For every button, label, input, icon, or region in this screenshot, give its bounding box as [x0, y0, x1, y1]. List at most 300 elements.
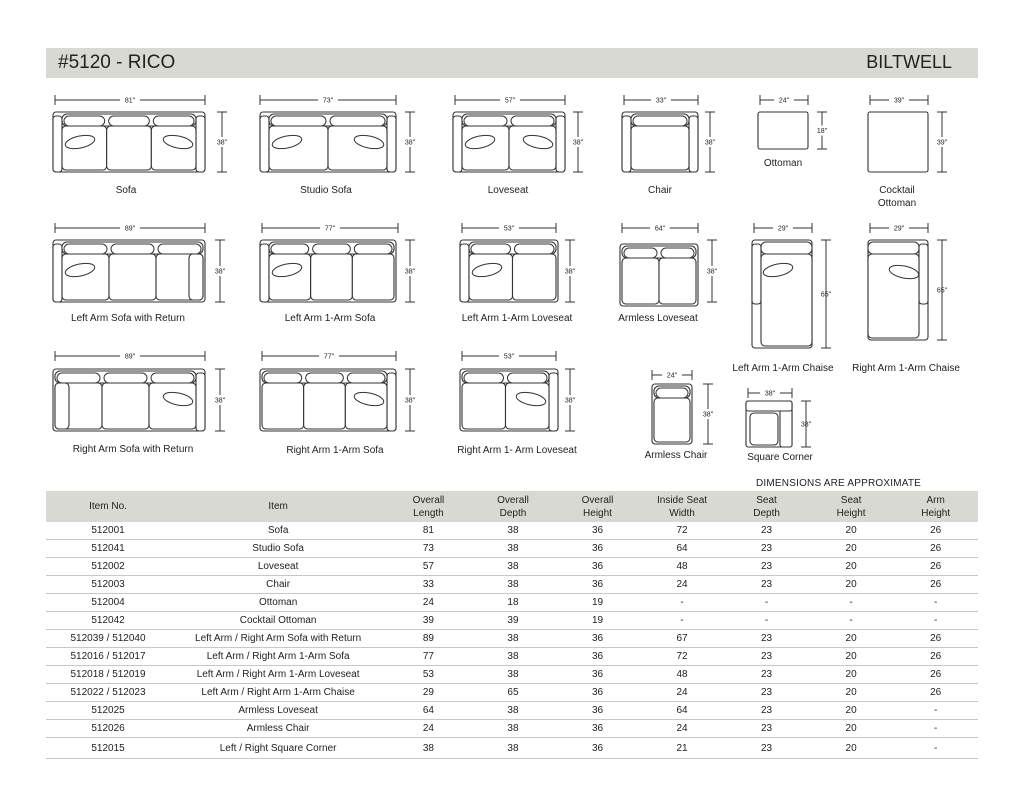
column-header-line2: Height: [583, 507, 612, 519]
depth-dimension-label: 38": [216, 139, 228, 147]
left-arm-chaise-diagram: [732, 223, 834, 374]
right-arm-chaise-diagram: [852, 223, 960, 374]
table-cell: 26: [893, 576, 978, 594]
table-row: [46, 666, 978, 684]
table-cell: 24: [640, 720, 725, 738]
table-cell: 19: [555, 594, 640, 612]
table-cell: 73: [386, 540, 471, 558]
depth-dimension-label: 18": [816, 128, 828, 135]
column-header-line1: Arm: [926, 494, 945, 506]
dimensions-table: [46, 491, 978, 759]
table-cell: 512001: [46, 522, 170, 540]
column-header-line1: Item: [268, 501, 288, 512]
seat-cushion: [109, 254, 156, 300]
width-dimension-label: 29": [893, 225, 905, 233]
table-cell: 26: [893, 684, 978, 702]
table-cell: 67: [640, 630, 725, 648]
table-cell: -: [893, 702, 978, 720]
seat-cushion: [311, 254, 353, 300]
seat-cushion: [506, 383, 550, 429]
back-pillow: [264, 373, 302, 383]
table-cell: -: [893, 738, 978, 759]
table-cell: Cocktail Ottoman: [170, 612, 386, 630]
piece-label: Right Arm Sofa with Return: [72, 444, 194, 455]
table-body: [46, 522, 978, 759]
table-cell: 36: [555, 522, 640, 540]
table-cell: 18: [471, 594, 556, 612]
table-cell: Left Arm / Right Arm Sofa with Return: [170, 630, 386, 648]
square-corner-diagram: [746, 388, 813, 463]
table-cell: 23: [724, 558, 809, 576]
back-pillow: [471, 244, 511, 254]
arm-left: [260, 244, 269, 302]
column-header: [640, 491, 725, 522]
corner-back-top: [746, 401, 792, 411]
table-cell: 26: [893, 558, 978, 576]
column-header-line1: Seat: [756, 494, 777, 506]
depth-dimension-label: 65": [820, 291, 832, 299]
depth-dimension-label: 39": [936, 139, 948, 147]
left-arm-1-arm-loveseat-diagram: [460, 223, 579, 324]
width-dimension-label: 53": [503, 353, 515, 361]
piece-label: Sofa: [115, 185, 137, 196]
seat-cushion: [513, 254, 557, 300]
table-cell: 77: [386, 648, 471, 666]
table-cell: 36: [555, 576, 640, 594]
table-row: [46, 558, 978, 576]
seat-cushion: [304, 383, 346, 429]
table-cell: 38: [471, 738, 556, 759]
table-cell: 24: [640, 576, 725, 594]
table-cell: 36: [555, 558, 640, 576]
table-cell: 20: [809, 576, 894, 594]
table-cell: Armless Chair: [170, 720, 386, 738]
seat-cushion: [469, 254, 513, 300]
piece-label: Ottoman: [763, 158, 803, 169]
width-dimension-label: 29": [777, 225, 789, 233]
table-cell: 38: [471, 648, 556, 666]
table-cell: 20: [809, 666, 894, 684]
table-cell: 512042: [46, 612, 170, 630]
arm-right: [919, 244, 928, 304]
depth-dimension-label: 38": [702, 411, 714, 419]
depth-dimension-label: 38": [564, 268, 576, 276]
table-cell: 36: [555, 702, 640, 720]
depth-dimension-label: 38": [800, 421, 812, 429]
return-cushion: [55, 383, 69, 429]
table-cell: -: [893, 612, 978, 630]
page-title: #5120 - RICO: [58, 52, 176, 73]
table-cell: 23: [724, 666, 809, 684]
table-cell: 81: [386, 522, 471, 540]
back-pillow: [511, 116, 554, 126]
column-header: [471, 491, 556, 522]
table-cell: 38: [471, 540, 556, 558]
column-header: [893, 491, 978, 522]
table-cell: 20: [809, 522, 894, 540]
column-header: [46, 491, 170, 522]
seat-cushion: [102, 383, 149, 429]
seat-cushion: [622, 258, 659, 304]
table-cell: 19: [555, 612, 640, 630]
piece-label: Square Corner: [747, 452, 813, 463]
table-row: [46, 684, 978, 702]
back-pillow: [656, 388, 688, 398]
table-cell: 29: [386, 684, 471, 702]
table-cell: 23: [724, 522, 809, 540]
table-cell: Ottoman: [170, 594, 386, 612]
back-pillow: [330, 116, 385, 126]
arm-left: [752, 244, 761, 304]
table-row: [46, 630, 978, 648]
chair-diagram: [622, 95, 719, 196]
left-arm-sofa-return-diagram: [53, 223, 229, 324]
seat-cushion: [352, 254, 394, 300]
table-row: [46, 720, 978, 738]
table-cell: Loveseat: [170, 558, 386, 576]
table-row: [46, 522, 978, 540]
width-dimension-label: 57": [504, 97, 516, 105]
column-header-line2: Depth: [753, 507, 780, 519]
back-pillow: [306, 373, 344, 383]
width-dimension-label: 53": [503, 225, 515, 233]
table-cell: 26: [893, 630, 978, 648]
depth-dimension-label: 38": [564, 397, 576, 405]
depth-dimension-label: 38": [404, 268, 416, 276]
back-pillow: [347, 373, 385, 383]
table-cell: 512004: [46, 594, 170, 612]
table-cell: 36: [555, 720, 640, 738]
arm-left: [622, 116, 631, 172]
depth-dimension-label: 38": [404, 139, 416, 147]
table-cell: 512003: [46, 576, 170, 594]
table-cell: 36: [555, 630, 640, 648]
depth-dimension-label: 38": [214, 268, 226, 276]
table-cell: Armless Loveseat: [170, 702, 386, 720]
table-cell: 20: [809, 738, 894, 759]
table-cell: 36: [555, 540, 640, 558]
table-cell: 512041: [46, 540, 170, 558]
table-cell: Left Arm / Right Arm 1-Arm Loveseat: [170, 666, 386, 684]
table-cell: 20: [809, 648, 894, 666]
table-cell: 64: [386, 702, 471, 720]
table-cell: 36: [555, 666, 640, 684]
table-cell: 39: [386, 612, 471, 630]
column-header-line2: Height: [836, 507, 866, 519]
table-cell: 38: [471, 666, 556, 684]
table-row: [46, 738, 978, 759]
back-pillow: [661, 248, 694, 258]
table-cell: 512018 / 512019: [46, 666, 170, 684]
depth-dimension-label: 65": [936, 287, 948, 295]
table-cell: 23: [724, 684, 809, 702]
arm-left: [53, 116, 62, 172]
back-pillow: [464, 116, 507, 126]
seat-cushion: [654, 398, 690, 442]
width-dimension-label: 64": [654, 225, 666, 233]
column-header-line2: Width: [669, 507, 695, 519]
table-cell: 39: [471, 612, 556, 630]
seat-cushion: [750, 413, 778, 445]
table-cell: 36: [555, 738, 640, 759]
table-cell: 20: [809, 702, 894, 720]
table-cell: 21: [640, 738, 725, 759]
table-cell: 38: [471, 576, 556, 594]
back-pillow: [271, 244, 309, 254]
seat-cushion: [269, 254, 311, 300]
width-dimension-label: 24": [666, 372, 678, 380]
table-cell: 38: [471, 720, 556, 738]
table-cell: -: [640, 612, 725, 630]
table-cell: 36: [555, 648, 640, 666]
table-cell: Left Arm / Right Arm 1-Arm Sofa: [170, 648, 386, 666]
table-cell: 23: [724, 630, 809, 648]
ottoman-outline: [868, 112, 928, 172]
dimensions-note: DIMENSIONS ARE APPROXIMATE: [756, 478, 922, 489]
table-cell: 512015: [46, 738, 170, 759]
arm-left: [53, 244, 62, 302]
width-dimension-label: 73": [322, 97, 334, 105]
arm-left: [260, 116, 269, 172]
ottoman-diagram: [758, 95, 831, 169]
seat-cushion: [631, 126, 689, 170]
table-cell: 20: [809, 720, 894, 738]
table-cell: 48: [640, 558, 725, 576]
table-cell: 23: [724, 648, 809, 666]
piece-label: Studio Sofa: [300, 185, 352, 196]
column-header-line1: Overall: [497, 494, 529, 506]
table-cell: -: [724, 594, 809, 612]
table-cell: 72: [640, 522, 725, 540]
table-cell: 89: [386, 630, 471, 648]
back-pillow: [57, 373, 100, 383]
piece-label: Armless Chair: [644, 450, 708, 461]
seat-cushion: [149, 383, 196, 429]
table-cell: 72: [640, 648, 725, 666]
back-pillow: [64, 244, 107, 254]
table-cell: 23: [724, 576, 809, 594]
back-pillow: [104, 373, 147, 383]
table-cell: 24: [386, 720, 471, 738]
table-cell: 24: [640, 684, 725, 702]
table-cell: 53: [386, 666, 471, 684]
table-cell: 23: [724, 738, 809, 759]
piece-label: Right Arm 1-Arm Sofa: [286, 445, 384, 456]
table-cell: 24: [386, 594, 471, 612]
piece-label: Loveseat: [487, 185, 529, 196]
seat-cushion: [659, 258, 696, 304]
depth-dimension-label: 38": [706, 268, 718, 276]
column-header: [724, 491, 809, 522]
width-dimension-label: 38": [764, 390, 776, 398]
arm-left: [453, 116, 462, 172]
back-pillow: [109, 116, 150, 126]
column-header: [555, 491, 640, 522]
table-cell: -: [809, 594, 894, 612]
left-arm-1-arm-sofa-diagram: [260, 223, 419, 324]
piece-label: Left Arm 1-Arm Loveseat: [461, 313, 573, 324]
table-cell: Studio Sofa: [170, 540, 386, 558]
arm-right: [196, 373, 205, 431]
back-pillow: [508, 373, 548, 383]
table-cell: 512022 / 512023: [46, 684, 170, 702]
right-arm-sofa-return-diagram: [53, 351, 229, 455]
seat-cushion: [345, 383, 387, 429]
piece-label-line2: Ottoman: [877, 198, 917, 209]
width-dimension-label: 89": [124, 225, 136, 233]
table-cell: 57: [386, 558, 471, 576]
table-cell: 26: [893, 648, 978, 666]
depth-dimension-label: 38": [572, 139, 584, 147]
arm-right: [549, 373, 558, 431]
back-pillow: [64, 116, 105, 126]
table-cell: 512002: [46, 558, 170, 576]
table-cell: 38: [471, 702, 556, 720]
right-arm-1-arm-loveseat-diagram: [457, 351, 579, 456]
table-cell: 38: [471, 522, 556, 540]
right-arm-1-arm-sofa-diagram: [260, 351, 419, 456]
table-cell: 512025: [46, 702, 170, 720]
table-cell: 33: [386, 576, 471, 594]
back-pillow: [158, 244, 201, 254]
table-cell: 20: [809, 558, 894, 576]
table-cell: Chair: [170, 576, 386, 594]
table-header-row: [46, 491, 978, 522]
seat-cushion: [62, 254, 109, 300]
depth-dimension-label: 38": [214, 397, 226, 405]
table-cell: -: [724, 612, 809, 630]
table-cell: 38: [386, 738, 471, 759]
table-cell: 48: [640, 666, 725, 684]
table-row: [46, 594, 978, 612]
column-header: [170, 491, 386, 522]
table-cell: 512016 / 512017: [46, 648, 170, 666]
ottoman-outline: [758, 112, 808, 149]
piece-label: Left Arm 1-Arm Sofa: [284, 313, 376, 324]
table-cell: 64: [640, 540, 725, 558]
table-cell: 512026: [46, 720, 170, 738]
table-cell: 26: [893, 522, 978, 540]
seat-cushion: [262, 383, 304, 429]
width-dimension-label: 89": [124, 353, 136, 361]
seat-cushion: [462, 383, 506, 429]
piece-label: Right Arm 1- Arm Loveseat: [457, 445, 577, 456]
table-cell: Sofa: [170, 522, 386, 540]
table-cell: 26: [893, 540, 978, 558]
table-cell: Left / Right Square Corner: [170, 738, 386, 759]
return-cushion: [189, 254, 203, 300]
column-header: [386, 491, 471, 522]
back-pillow: [515, 244, 555, 254]
studio-sofa-diagram: [260, 95, 419, 196]
piece-label: Left Arm 1-Arm Chaise: [732, 363, 834, 374]
table-cell: -: [809, 612, 894, 630]
piece-label: Right Arm 1-Arm Chaise: [852, 363, 960, 374]
table-cell: 23: [724, 720, 809, 738]
table-cell: -: [893, 720, 978, 738]
table-cell: 20: [809, 630, 894, 648]
arm-right: [387, 373, 396, 431]
back-cushion: [868, 242, 919, 254]
depth-dimension-label: 38": [404, 397, 416, 405]
width-dimension-label: 77": [324, 225, 336, 233]
arm-right: [387, 116, 396, 172]
column-header-line1: Overall: [581, 494, 614, 506]
loveseat-diagram: [453, 95, 587, 196]
table-row: [46, 702, 978, 720]
back-pillow: [111, 244, 154, 254]
column-header-line2: Length: [413, 507, 444, 519]
column-header: [809, 491, 894, 522]
width-dimension-label: 33": [655, 97, 667, 105]
back-pillow: [153, 116, 194, 126]
table-row: [46, 540, 978, 558]
back-pillow: [464, 373, 504, 383]
table-cell: 64: [640, 702, 725, 720]
arm-right: [196, 116, 205, 172]
column-header-line1: Inside Seat: [657, 494, 708, 506]
width-dimension-label: 77": [323, 353, 335, 361]
width-dimension-label: 24": [778, 97, 790, 105]
table-cell: 512039 / 512040: [46, 630, 170, 648]
back-pillow: [624, 248, 657, 258]
table-cell: 20: [809, 684, 894, 702]
arm-right: [556, 116, 565, 172]
cocktail-ottoman-diagram: [868, 95, 951, 209]
column-header-line1: Overall: [412, 494, 445, 506]
width-dimension-label: 39": [893, 97, 905, 105]
piece-label: Chair: [648, 185, 672, 196]
armless-loveseat-diagram: [618, 223, 721, 324]
table-cell: 38: [471, 558, 556, 576]
table-cell: 26: [893, 666, 978, 684]
table-cell: 20: [809, 540, 894, 558]
back-pillow: [271, 116, 326, 126]
piece-label: Cocktail: [879, 185, 915, 196]
table-cell: -: [893, 594, 978, 612]
piece-label: Armless Loveseat: [618, 313, 698, 324]
back-pillow: [633, 116, 687, 126]
table-cell: 36: [555, 684, 640, 702]
table-cell: Left Arm / Right Arm 1-Arm Chaise: [170, 684, 386, 702]
column-header-line2: Height: [921, 507, 951, 519]
sofa-diagram: [53, 95, 231, 196]
table-row: [46, 576, 978, 594]
table-cell: -: [640, 594, 725, 612]
width-dimension-label: 81": [124, 97, 136, 105]
armless-chair-diagram: [645, 370, 717, 461]
arm-right: [689, 116, 698, 172]
table-row: [46, 648, 978, 666]
table-row: [46, 612, 978, 630]
depth-dimension-label: 38": [704, 139, 716, 147]
table-cell: 23: [724, 702, 809, 720]
back-pillow: [354, 244, 392, 254]
seat-cushion: [107, 126, 152, 170]
back-pillow: [151, 373, 194, 383]
table-cell: 23: [724, 540, 809, 558]
column-header-line1: Seat: [840, 494, 862, 506]
back-cushion: [761, 242, 812, 254]
column-header-line2: Depth: [499, 507, 527, 519]
back-pillow: [313, 244, 351, 254]
brand-name: BILTWELL: [866, 52, 952, 72]
piece-label: Left Arm Sofa with Return: [71, 313, 185, 324]
arm-left: [460, 244, 469, 302]
table-cell: 65: [471, 684, 556, 702]
table-cell: 38: [471, 630, 556, 648]
column-header-line1: Item No.: [89, 501, 127, 512]
